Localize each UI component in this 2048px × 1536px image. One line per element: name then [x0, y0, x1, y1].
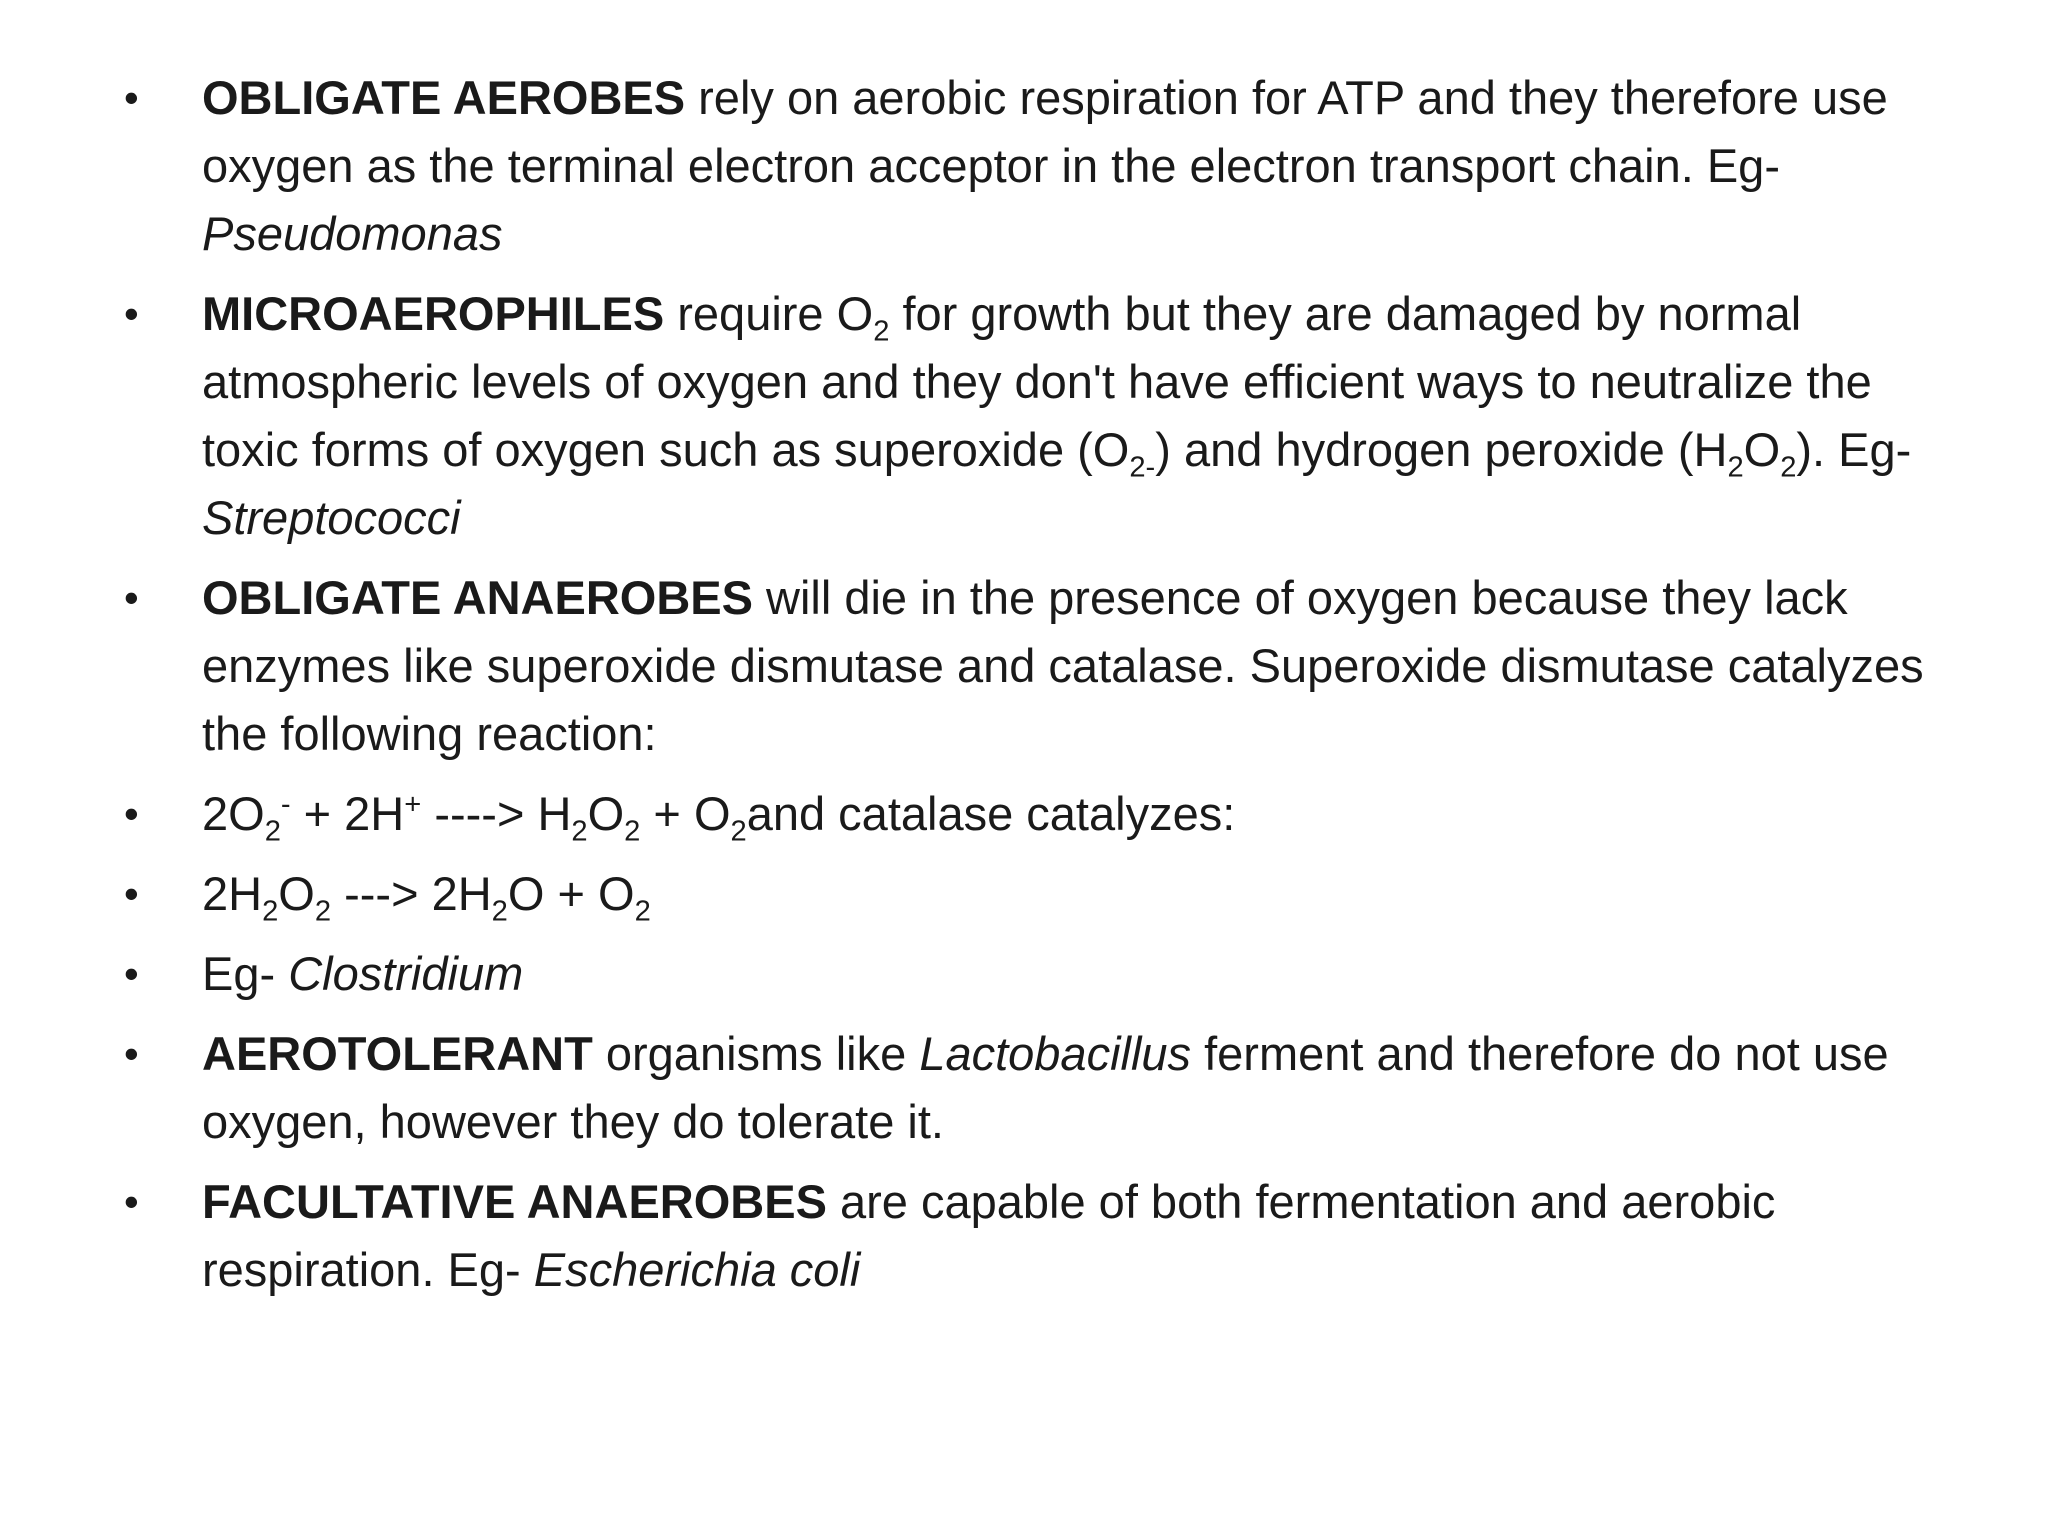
desc-text: ). Eg-: [1796, 423, 1912, 476]
term-obligate-anaerobes: OBLIGATE ANAEROBES: [202, 571, 753, 624]
subscript: 2: [1780, 451, 1797, 484]
desc-text: require O: [664, 287, 874, 340]
example-organism: Lactobacillus: [919, 1027, 1192, 1080]
desc-text: organisms like: [592, 1027, 920, 1080]
example-organism: Streptococci: [202, 491, 461, 544]
term-obligate-aerobes: OBLIGATE AEROBES: [202, 71, 686, 124]
example-organism: Pseudomonas: [202, 207, 503, 260]
bullet-facultative-anaerobes: [124, 1168, 1964, 1304]
bullet-dot: •: [124, 290, 139, 337]
desc-text: ferment and therefore do not use oxygen, however they do tolerate it.: [202, 1027, 1889, 1148]
term-facultative-anaerobes: FACULTATIVE ANAEROBES: [202, 1175, 827, 1228]
bullet-equation-catalase: [124, 860, 1964, 928]
bullet-equation-superoxide: [124, 780, 1964, 848]
desc-text: will die in the presence of oxygen because they lack enzymes like superoxide dismutase and catalase. Superoxide dismutase catalyzes the following reaction:: [202, 571, 1924, 760]
desc-text: for growth but they are damaged by normal atmospheric levels of oxygen and they don't have efficient ways to neutralize the toxic forms of oxygen such as superoxide (O: [202, 287, 1872, 476]
term-aerotolerant: AEROTOLERANT: [202, 1027, 593, 1080]
subscript: 2: [1727, 451, 1744, 484]
subscript: 2: [873, 315, 890, 348]
bullet-dot: •: [124, 574, 139, 621]
example-organism: Clostridium: [288, 947, 524, 1000]
bullet-microaerophiles: [124, 280, 1964, 552]
bullet-dot: •: [124, 1030, 139, 1077]
bullet-list: [124, 64, 1964, 1316]
bullet-example-clostridium: [124, 940, 1964, 1008]
equation-catalase: $2H_2O_2$ ---> $2H_2O + O_2$: [202, 867, 651, 928]
subscript: 2-: [1129, 451, 1156, 484]
desc-text: ) and hydrogen peroxide (H: [1155, 423, 1728, 476]
desc-text: O: [1743, 423, 1781, 476]
bullet-obligate-aerobes: [124, 64, 1964, 268]
bullet-obligate-anaerobes: [124, 564, 1964, 768]
bullet-aerotolerant: [124, 1020, 1964, 1156]
bullet-dot: •: [124, 74, 139, 121]
bullet-dot: •: [124, 1178, 139, 1225]
example-organism: Escherichia coli: [533, 1243, 861, 1296]
desc-text: Eg-: [202, 947, 289, 1000]
desc-text: are capable of both fermentation and aerobic respiration. Eg-: [202, 1175, 1776, 1296]
bullet-dot: •: [124, 790, 139, 837]
bullet-dot: •: [124, 870, 139, 917]
bullet-dot: •: [124, 950, 139, 997]
desc-text: rely on aerobic respiration for ATP and they therefore use oxygen as the terminal electron acceptor in the electron transport chain. Eg-: [202, 71, 1888, 192]
equation-superoxide: $2O_2^- + 2H^+$ ----> $H_2O_2 + O_2and$ catalase catalyzes:: [202, 787, 1236, 848]
term-microaerophiles: MICROAEROPHILES: [202, 287, 665, 340]
